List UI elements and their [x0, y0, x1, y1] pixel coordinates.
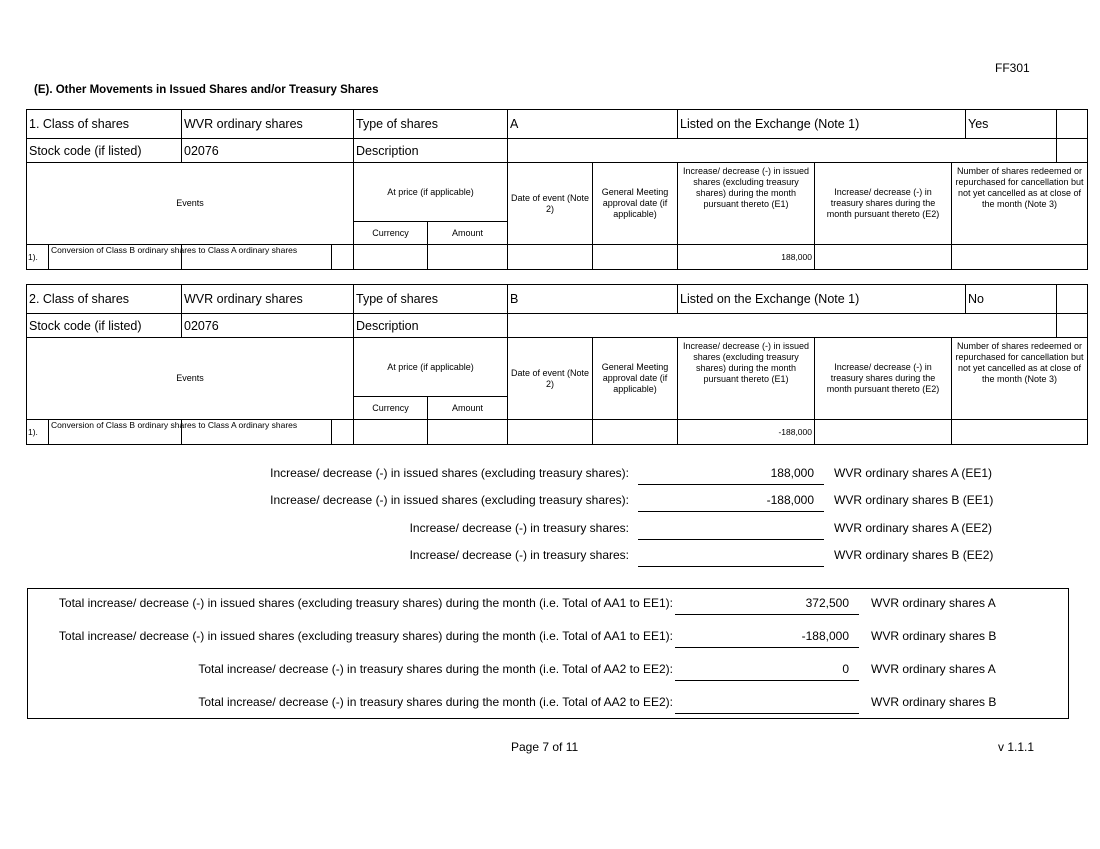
e2-header: Increase/ decrease (-) in treasury shares during the month pursuant thereto (E2) — [815, 163, 952, 245]
total-unit-1: WVR ordinary shares A — [871, 596, 996, 610]
listed-value: No — [966, 285, 1057, 314]
total-label-4: Total increase/ decrease (-) in treasury shares during the month (i.e. Total of AA2 to EE2): — [198, 695, 673, 709]
stock-code-label: Stock code (if listed) — [27, 139, 182, 163]
e1-header: Increase/ decrease (-) in issued shares (excluding treasury shares) during the month pursuant thereto (E1) — [678, 163, 815, 245]
currency-header: Currency — [354, 397, 428, 420]
blank-cell — [1057, 314, 1088, 338]
row-currency — [354, 245, 428, 270]
total-value-1: 372,500 — [675, 596, 859, 615]
description-value — [508, 139, 1057, 163]
redeemed-header: Number of shares redeemed or repurchased for cancellation but not yet cancelled as at close of the month (Note 3) — [952, 163, 1088, 245]
summary-value-4 — [638, 548, 824, 567]
listed-label: Listed on the Exchange (Note 1) — [678, 285, 966, 314]
form-code: FF301 — [995, 61, 1030, 75]
blank-cell — [1057, 285, 1088, 314]
summary-unit-2: WVR ordinary shares B (EE1) — [834, 493, 994, 507]
summary-unit-4: WVR ordinary shares B (EE2) — [834, 548, 994, 562]
stock-code-value: 02076 — [182, 139, 354, 163]
type-value: A — [508, 110, 678, 139]
amount-header: Amount — [428, 222, 508, 245]
description-label: Description — [354, 139, 508, 163]
total-label-2: Total increase/ decrease (-) in issued shares (excluding treasury shares) during the month (i.e. Total of AA1 to EE1): — [58, 629, 673, 643]
summary-unit-3: WVR ordinary shares A (EE2) — [834, 521, 993, 535]
event-description: Conversion of Class B ordinary shares to Class A ordinary shares — [51, 245, 298, 255]
gm-header: General Meeting approval date (if applicable) — [593, 338, 678, 420]
total-label-1: Total increase/ decrease (-) in issued shares (excluding treasury shares) during the month (i.e. Total of AA1 to EE1): — [58, 596, 673, 610]
summary-value-1: 188,000 — [638, 466, 824, 485]
summary-unit-1: WVR ordinary shares A (EE1) — [834, 466, 993, 480]
type-label: Type of shares — [354, 110, 508, 139]
class-label: 2. Class of shares — [27, 285, 182, 314]
listed-label: Listed on the Exchange (Note 1) — [678, 110, 966, 139]
stock-code-label: Stock code (if listed) — [27, 314, 182, 338]
row-amount — [428, 420, 508, 445]
description-label: Description — [354, 314, 508, 338]
total-unit-3: WVR ordinary shares A — [871, 662, 996, 676]
total-unit-4: WVR ordinary shares B — [871, 695, 997, 709]
total-value-4 — [675, 695, 859, 714]
class-label: 1. Class of shares — [27, 110, 182, 139]
section-title: (E). Other Movements in Issued Shares and/or Treasury Shares — [34, 84, 379, 96]
total-label-3: Total increase/ decrease (-) in treasury shares during the month (i.e. Total of AA2 to EE2): — [198, 662, 673, 676]
event-description: Conversion of Class B ordinary shares to Class A ordinary shares — [51, 420, 298, 430]
class-value: WVR ordinary shares — [182, 285, 354, 314]
listed-value: Yes — [966, 110, 1057, 139]
row-e2-value — [815, 245, 952, 270]
row-gm — [593, 245, 678, 270]
amount-header: Amount — [428, 397, 508, 420]
row-blank — [332, 245, 354, 270]
summary-label-3: Increase/ decrease (-) in treasury shares: — [409, 521, 629, 535]
total-value-2: -188,000 — [675, 629, 859, 648]
events-header: Events — [27, 163, 354, 245]
row-number: 1). — [27, 420, 49, 444]
total-value-3: 0 — [675, 662, 859, 681]
e1-header: Increase/ decrease (-) in issued shares (excluding treasury shares) during the month pursuant thereto (E1) — [678, 338, 815, 420]
page-number: Page 7 of 11 — [511, 740, 579, 754]
row-amount — [428, 245, 508, 270]
row-e1-value: 188,000 — [678, 245, 815, 270]
summary-label-2: Increase/ decrease (-) in issued shares (excluding treasury shares): — [270, 493, 629, 507]
row-date — [508, 420, 593, 445]
row-e1-value: -188,000 — [678, 420, 815, 445]
summary-value-2: -188,000 — [638, 493, 824, 512]
row-blank — [332, 420, 354, 445]
currency-header: Currency — [354, 222, 428, 245]
blank-cell — [1057, 110, 1088, 139]
type-value: B — [508, 285, 678, 314]
row-e2-value — [815, 420, 952, 445]
type-label: Type of shares — [354, 285, 508, 314]
price-header: At price (if applicable) — [354, 163, 508, 222]
version-label: v 1.1.1 — [998, 740, 1035, 754]
row-gm — [593, 420, 678, 445]
total-unit-2: WVR ordinary shares B — [871, 629, 997, 643]
summary-label-4: Increase/ decrease (-) in treasury shares: — [409, 548, 629, 562]
redeemed-header: Number of shares redeemed or repurchased for cancellation but not yet cancelled as at close of the month (Note 3) — [952, 338, 1088, 420]
summary-label-1: Increase/ decrease (-) in issued shares (excluding treasury shares): — [270, 466, 629, 480]
price-header: At price (if applicable) — [354, 338, 508, 397]
description-value — [508, 314, 1057, 338]
date-header: Date of event (Note 2) — [508, 163, 593, 245]
gm-header: General Meeting approval date (if applicable) — [593, 163, 678, 245]
stock-code-value: 02076 — [182, 314, 354, 338]
class-value: WVR ordinary shares — [182, 110, 354, 139]
date-header: Date of event (Note 2) — [508, 338, 593, 420]
blank-cell — [1057, 139, 1088, 163]
e2-header: Increase/ decrease (-) in treasury shares during the month pursuant thereto (E2) — [815, 338, 952, 420]
row-currency — [354, 420, 428, 445]
row-redeemed — [952, 420, 1088, 445]
row-date — [508, 245, 593, 270]
events-header: Events — [27, 338, 354, 420]
row-redeemed — [952, 245, 1088, 270]
summary-value-3 — [638, 521, 824, 540]
row-number: 1). — [27, 245, 49, 269]
